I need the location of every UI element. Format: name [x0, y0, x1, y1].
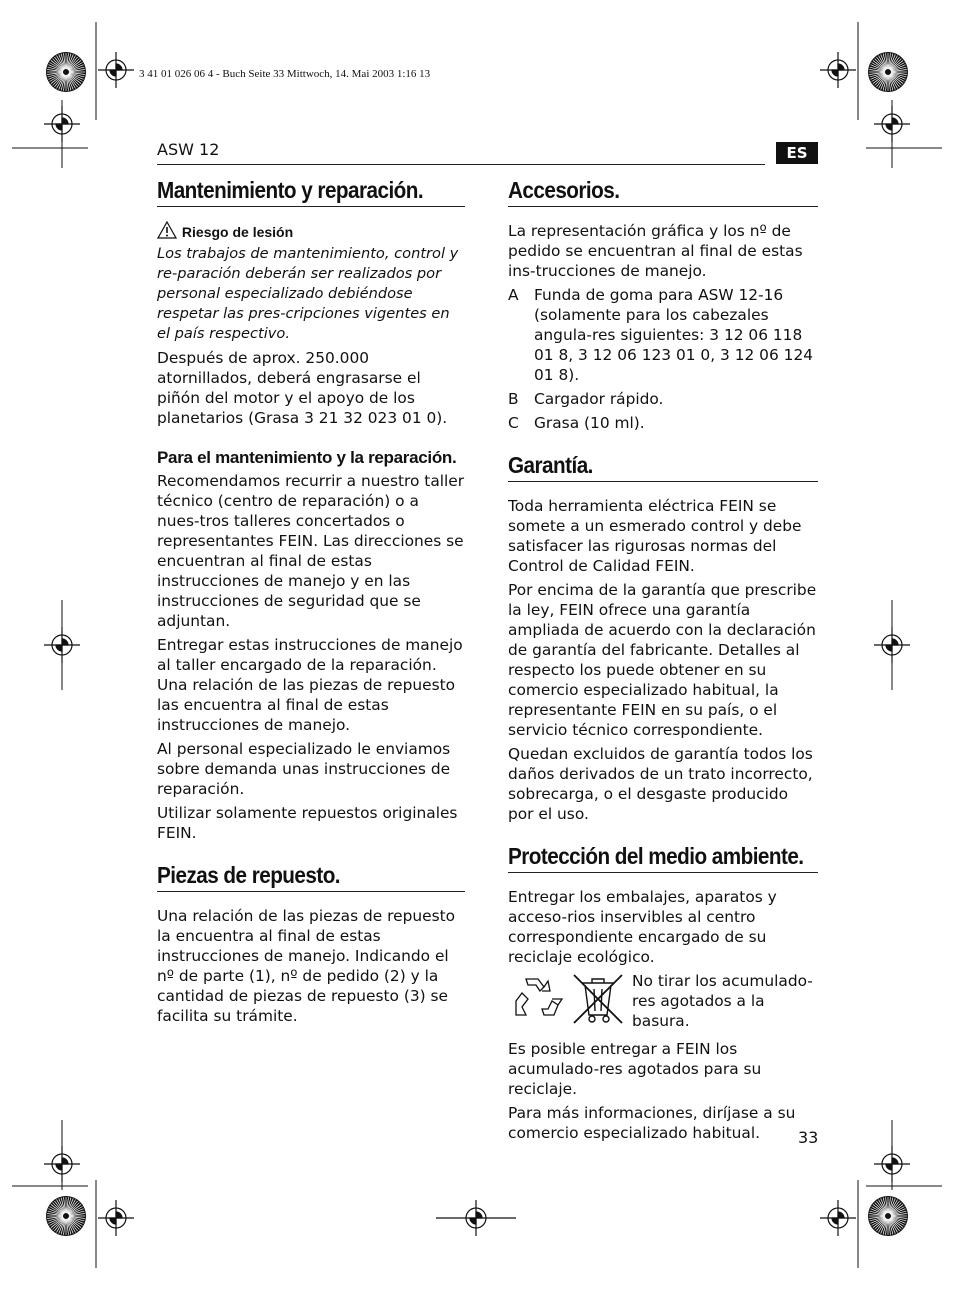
list-item: B Cargador rápido. — [508, 390, 664, 408]
list-item: A Funda de goma para ASW 12-16 (solamente para los cabezales angula-res siguientes: 3 12 06 118 01 8, 3 12 06 123 01 0, 3 12 06 124 01 8). — [508, 286, 814, 384]
page-number: 33 — [798, 1128, 819, 1147]
right-column — [508, 177, 818, 1147]
service-subtitle: Para el mantenimiento y la reparación. — [157, 448, 457, 467]
disposal-text: No tirar los acumulado-res agotados a la basura. — [632, 972, 813, 1030]
warranty-paragraph-2: Por encima de la garantía que prescribe la ley, FEIN ofrece una garantía ampliada de acuerdo con la declaración de garantía del fabricante. Detalles al respecto los puede obtener en su comercio especializado habitual, la representante FEIN en su país, o el servicio técnico correspondiente. — [508, 581, 817, 739]
lubrication-paragraph: Después de aprox. 250.000 atornillados, deberá engrasarse el piñón del motor y el apoyo de los planetarios (Grasa 3 21 32 023 01 0). — [157, 349, 448, 427]
title-rule — [508, 481, 818, 482]
disposal-notice — [508, 971, 818, 1031]
spare-parts-text: Una relación de las piezas de repuesto la encuentra al final de estas instrucciones de manejo. Indicando el nº de parte (1), nº de pedido (2) y la cantidad de piezas de repuesto (3) se facilita su trámite. — [157, 907, 456, 1025]
maintenance-title: Mantenimiento y reparación. — [157, 177, 424, 203]
warning-text: Los trabajos de mantenimiento, control y re-paración deberán ser realizados por personal especializado debiéndose respetar las pres-cripciones vigentes en el país respectivo. — [157, 245, 459, 342]
crossed-bin-icon — [570, 971, 626, 1027]
environment-paragraph-2: Es posible entregar a FEIN los acumulado-res agotados para su reciclaje. — [508, 1040, 762, 1098]
model-header: ASW 12 — [157, 140, 220, 159]
list-item: C Grasa (10 ml). — [508, 414, 645, 432]
accessories-title: Accesorios. — [508, 177, 620, 203]
service-paragraph-3: Al personal especializado le enviamos sobre demanda unas instrucciones de reparación. — [157, 740, 451, 798]
warranty-paragraph-3: Quedan excluidos de garantía todos los daños derivados de un trato incorrecto, sobrecarga, o el desgaste producido por el uso. — [508, 745, 813, 823]
service-paragraph-4: Utilizar solamente repuestos originales FEIN. — [157, 804, 458, 842]
title-rule — [508, 206, 818, 207]
environment-paragraph-1: Entregar los embalajes, aparatos y acceso-rios inservibles al centro correspondiente encargado de su reciclaje ecológico. — [508, 888, 777, 966]
language-badge: ES — [776, 142, 818, 164]
spare-parts-title: Piezas de repuesto. — [157, 862, 341, 888]
recycling-icon — [508, 971, 566, 1025]
title-rule — [157, 891, 465, 892]
environment-paragraph-3: Para más informaciones, diríjase a su comercio especializado habitual. — [508, 1104, 796, 1142]
warning-triangle-icon — [157, 221, 177, 239]
service-paragraph-1: Recomendamos recurrir a nuestro taller técnico (centro de reparación) o a nues-tros talleres concertados o representantes FEIN. Las direcciones se encuentran al final de estas instrucciones de manejo y en las instrucciones de seguridad que se adjuntan. — [157, 472, 465, 630]
warning-heading — [157, 221, 465, 242]
print-slug: 3 41 01 026 06 4 - Buch Seite 33 Mittwoch, 14. Mai 2003 1:16 13 — [139, 68, 431, 80]
title-rule — [157, 206, 465, 207]
warranty-title: Garantía. — [508, 452, 593, 478]
environment-title: Protección del medio ambiente. — [508, 843, 804, 869]
warning-title: Riesgo de lesión — [181, 224, 294, 240]
title-rule — [508, 872, 818, 873]
header-rule — [157, 164, 765, 165]
warranty-paragraph-1: Toda herramienta eléctrica FEIN se somete a un esmerado control y debe satisfacer las rigurosas normas del Control de Calidad FEIN. — [508, 497, 802, 575]
service-paragraph-2: Entregar estas instrucciones de manejo al taller encargado de la reparación. Una relación de las piezas de repuesto las encuentra al final de estas instrucciones de manejo. — [157, 636, 463, 734]
accessories-intro: La representación gráfica y los nº de pedido se encuentran al final de estas ins-trucciones de manejo. — [508, 222, 803, 280]
left-column — [157, 177, 465, 1030]
